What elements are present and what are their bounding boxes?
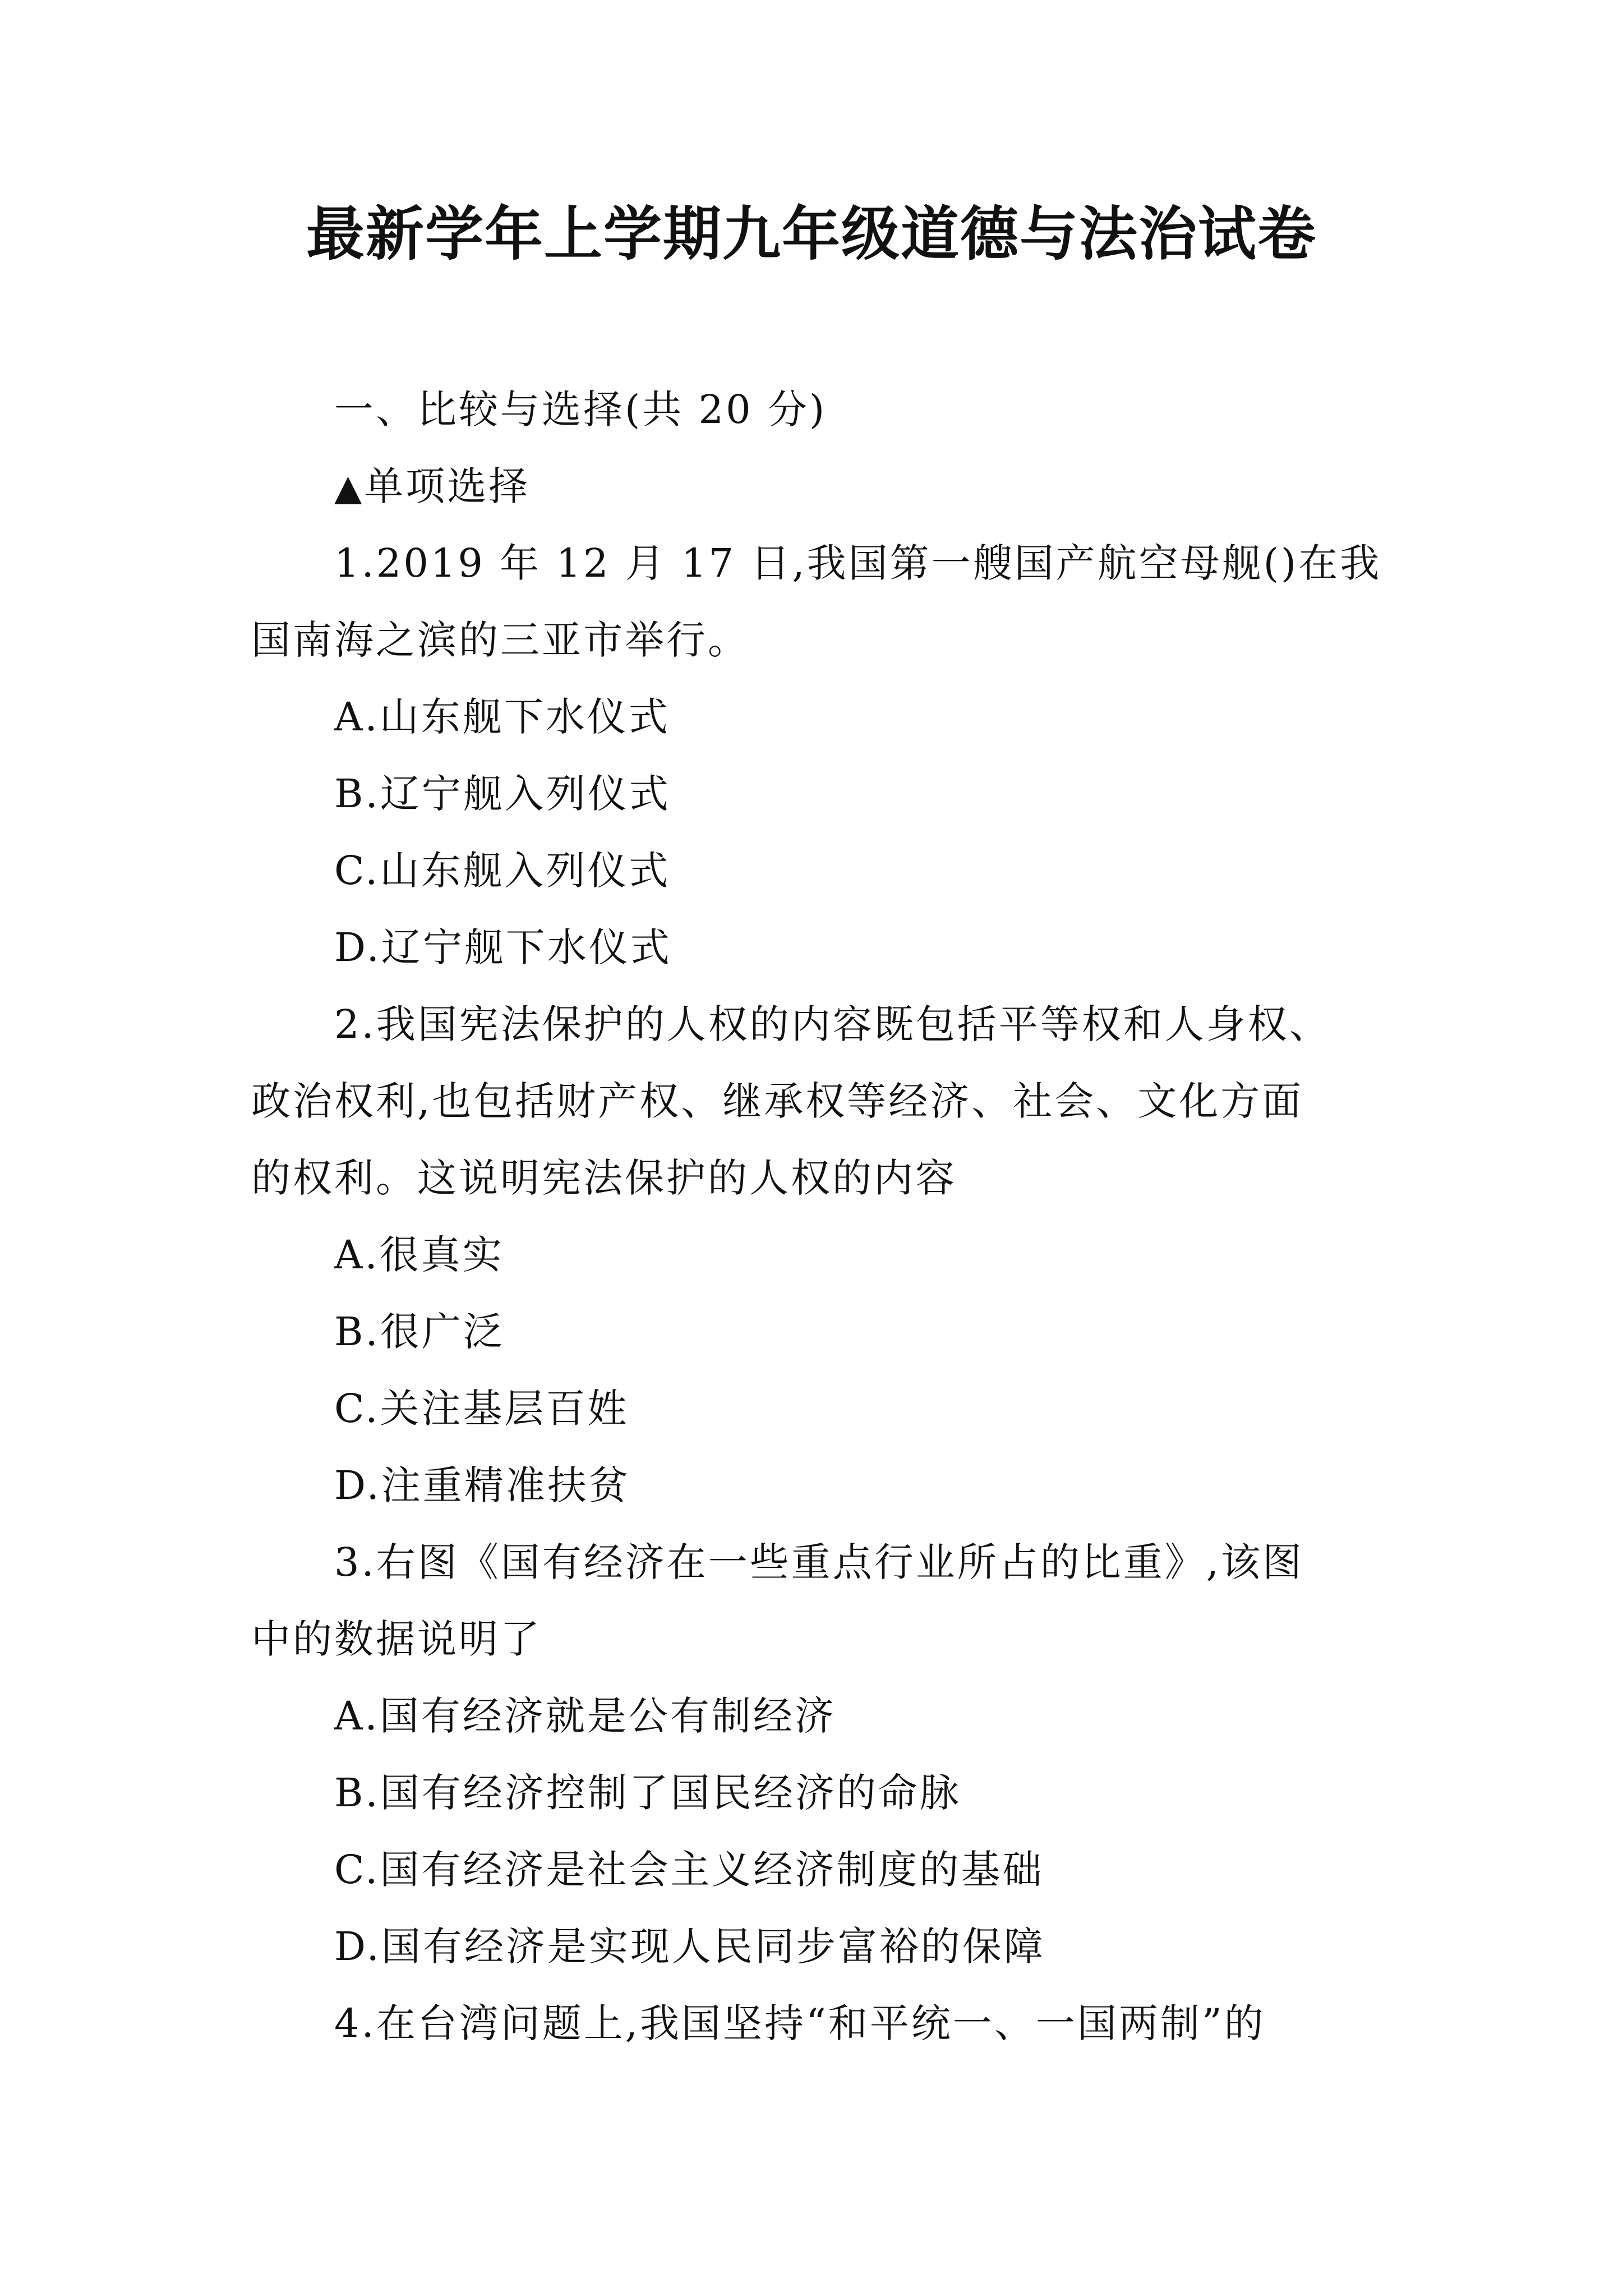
exam-title: 最新学年上学期九年级道德与法治试卷 — [306, 199, 1317, 268]
question-2 — [251, 986, 1395, 1524]
option-b: B.很广泛 — [334, 1309, 505, 1355]
question-stem-line: 政治权利,也包括财产权、继承权等经济、社会、文化方面 — [251, 1078, 1304, 1124]
option-c: C.国有经济是社会主义经济制度的基础 — [334, 1847, 1044, 1893]
triangle-icon: ▲ — [334, 467, 365, 509]
option-a: A.山东舰下水仪式 — [334, 694, 670, 740]
option-d: D.注重精准扶贫 — [334, 1462, 630, 1508]
option-a: A.很真实 — [334, 1232, 504, 1278]
subsection-heading — [251, 448, 1395, 525]
exam-body — [251, 371, 1395, 2062]
question-stem-line: 的权利。这说明宪法保护的人权的内容 — [251, 1155, 957, 1201]
question-stem-line: 1.2019 年 12 月 17 日,我国第一艘国产航空母舰()在我 — [334, 540, 1382, 586]
option-a: A.国有经济就是公有制经济 — [334, 1693, 836, 1739]
question-stem-line: 2.我国宪法保护的人权的内容既包括平等权和人身权、 — [334, 1001, 1331, 1047]
option-d: D.国有经济是实现人民同步富裕的保障 — [334, 1924, 1045, 1970]
option-d: D.辽宁舰下水仪式 — [334, 924, 672, 970]
question-stem-line: 3.右图《国有经济在一些重点行业所占的比重》,该图 — [334, 1539, 1304, 1585]
option-c: C.关注基层百姓 — [334, 1386, 629, 1432]
option-c: C.山东舰入列仪式 — [334, 848, 671, 894]
option-b: B.国有经济控制了国民经济的命脉 — [334, 1770, 961, 1816]
question-stem-line: 国南海之滨的三亚市举行。 — [251, 617, 749, 663]
option-b: B.辽宁舰入列仪式 — [334, 771, 671, 817]
section-heading: 一、比较与选择(共 20 分) — [334, 386, 827, 432]
question-stem-line: 4.在台湾问题上,我国坚持“和平统一、一国两制”的 — [334, 2000, 1266, 2046]
subsection-heading-text: 单项选择 — [364, 463, 531, 509]
question-4 — [251, 1985, 1395, 2062]
question-1 — [251, 525, 1395, 986]
question-3 — [251, 1524, 1395, 1985]
question-stem-line: 中的数据说明了 — [251, 1616, 542, 1662]
